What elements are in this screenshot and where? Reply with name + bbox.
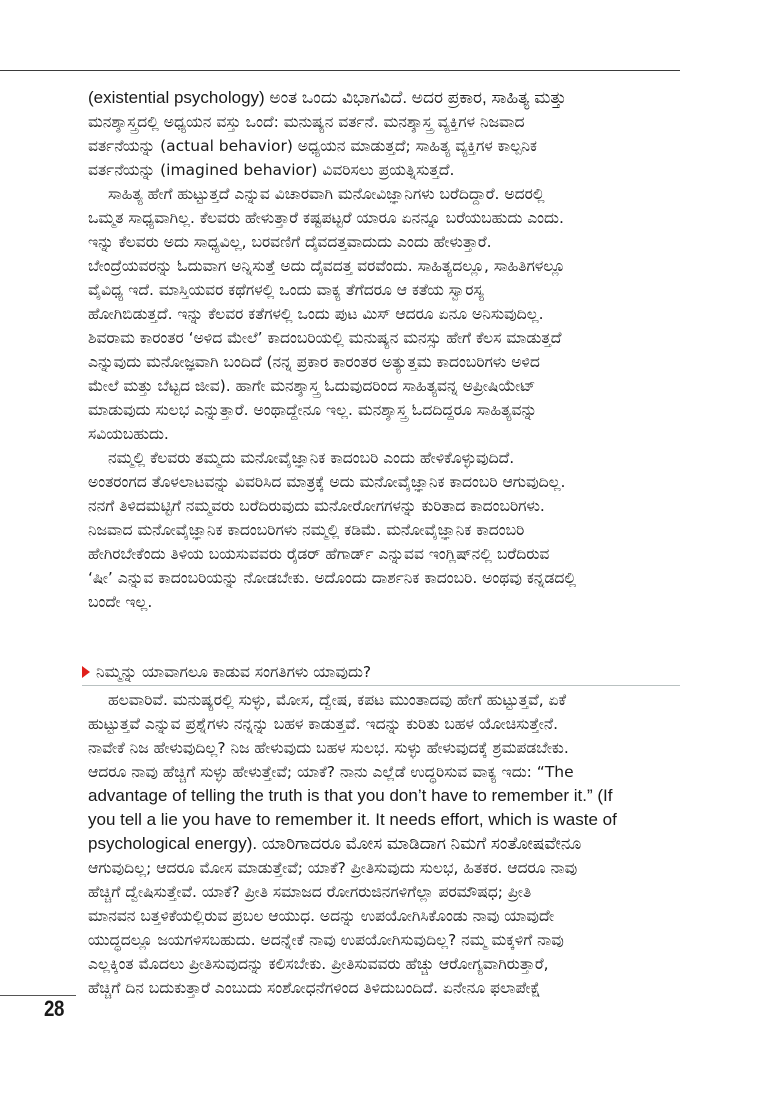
text-line: ಸವಿಯಬಹುದು. (88, 425, 169, 443)
text-line: ಮೇಲೆ ಮತ್ತು ಬೆಟ್ಟದ ಜೀವ). ಹಾಗೇ ಮನಶ್ಶಾಸ್ತ್ರ ಓದುವುದರಿಂದ ಸಾಹಿತ್ಯವನ್ನ ಅಪ್ರೀಷಿಯೇಟ್ (88, 377, 536, 395)
text-line: ಹಲವಾರಿವೆ. ಮನುಷ್ಯರಲ್ಲಿ ಸುಳ್ಳು, ಮೋಸ, ದ್ವೇಷ, ಕಪಟ ಮುಂತಾದವು ಹೇಗೆ ಹುಟ್ಟುತ್ತವೆ, ಏಕೆ (108, 691, 567, 709)
text-line: ಮಾನವನ ಬತ್ತಳಿಕೆಯಲ್ಲಿರುವ ಪ್ರಬಲ ಆಯುಧ. ಅದನ್ನು ಉಪಯೋಗಿಸಿಕೊಂಡು ನಾವು ಯಾವುದೇ (88, 907, 555, 925)
text-line: ಎಲ್ಲಕ್ಕಿಂತ ಮೊದಲು ಪ್ರೀತಿಸುವುದನ್ನು ಕಲಿಸಬೇಕು. ಪ್ರೀತಿಸುವವರು ಹೆಚ್ಚು ಆರೋಗ್ಯವಾಗಿರುತ್ತಾರೆ, (88, 955, 549, 973)
text-line: psychological energy). ಯಾರಿಗಾದರೂ ಮೋಸ ಮಾಡಿದಾಗ ನಿಮಗೆ ಸಂತೋಷವೇನೂ (88, 834, 582, 853)
text-line: ವೈವಿಧ್ಯ ಇದೆ. ಮಾಸ್ತಿಯವರ ಕಥೆಗಳಲ್ಲಿ ಒಂದು ವಾಕ್ಯ ತೆಗೆದರೂ ಆ ಕತೆಯ ಸ್ವಾರಸ್ಯ (88, 281, 484, 299)
text-line: (existential psychology) ಅಂತ ಒಂದು ವಿಭಾಗವಿದೆ. ಅದರ ಪ್ರಕಾರ, ಸಾಹಿತ್ಯ ಮತ್ತು (88, 88, 567, 107)
question-heading (82, 660, 680, 686)
header-rule (0, 70, 680, 71)
text-line: ನಮ್ಮಲ್ಲಿ ಕೆಲವರು ತಮ್ಮದು ಮನೋವೈಜ್ಞಾನಿಕ ಕಾದಂಬರಿ ಎಂದು ಹೇಳಿಕೊಳ್ಳುವುದಿದೆ. (108, 449, 515, 467)
text-line: ಹೆಚ್ಚಿಗೆ ದ್ವೇಷಿಸುತ್ತೇವೆ. ಯಾಕೆ? ಪ್ರೀತಿ ಸಮಾಜದ ರೋಗರುಜಿನಗಳಿಗೆಲ್ಲಾ ಪರಮೌಷಧ; ಪ್ರೀತಿ (88, 883, 532, 901)
text-line: advantage of telling the truth is that you don’t have to remember it.” (If (88, 786, 613, 805)
text-line: ಆದರೂ ನಾವು ಹೆಚ್ಚಿಗೆ ಸುಳ್ಳು ಹೇಳುತ್ತೇವೆ; ಯಾಕೆ? ನಾನು ಎಲ್ಲೆಡೆ ಉದ್ಧರಿಸುವ ವಾಕ್ಯ ಇದು: “The (88, 763, 574, 781)
text-line: ಆಗುವುದಿಲ್ಲ; ಆದರೂ ಮೋಸ ಮಾಡುತ್ತೇವೆ; ಯಾಕೆ? ಪ್ರೀತಿಸುವುದು ಸುಲಭ, ಹಿತಕರ. ಆದರೂ ನಾವು (88, 859, 578, 877)
text-line: ಹೋಗಿಬಿಡುತ್ತದೆ. ಇನ್ನು ಕೆಲವರ ಕತೆಗಳಲ್ಲಿ ಒಂದು ಪುಟ ಮಿಸ್ ಆದರೂ ಏನೂ ಅನಿಸುವುದಿಲ್ಲ. (88, 305, 544, 323)
text-line: ‘ಷೀ’ ಎನ್ನುವ ಕಾದಂಬರಿಯನ್ನು ನೋಡಬೇಕು. ಅದೊಂದು ದಾರ್ಶನಿಕ ಕಾದಂಬರಿ. ಅಂಥವು ಕನ್ನಡದಲ್ಲಿ (88, 569, 577, 587)
text-line: ಮಾಡುವುದು ಸುಲಭ ಎನ್ನುತ್ತಾರೆ. ಅಂಥಾದ್ದೇನೂ ಇಲ್ಲ. ಮನಶ್ಶಾಸ್ತ್ರ ಓದದಿದ್ದರೂ ಸಾಹಿತ್ಯವನ್ನು (88, 401, 538, 419)
text-line: ನಾವೇಕೆ ನಿಜ ಹೇಳುವುದಿಲ್ಲ? ನಿಜ ಹೇಳುವುದು ಬಹಳ ಸುಲಭ. ಸುಳ್ಳು ಹೇಳುವುದಕ್ಕೆ ಶ್ರಮಪಡಬೇಕು. (88, 739, 569, 757)
text-line: ಹೇಗಿರಬೇಕೆಂದು ತಿಳಿಯ ಬಯಸುವವರು ರೈಡರ್ ಹೆಗಾರ್ಡ್ ಎನ್ನುವವ ಇಂಗ್ಲಿಷ್‌ನಲ್ಲಿ ಬರೆದಿರುವ (88, 545, 550, 563)
text-line: ವರ್ತನೆಯನ್ನು (imagined behavior) ವಿವರಿಸಲು ಪ್ರಯತ್ನಿಸುತ್ತದೆ. (88, 161, 455, 179)
text-line: you tell a lie you have to remember it. It needs effort, which is waste of (88, 810, 617, 829)
page-number: 28 (44, 996, 64, 1021)
text-line: ಬಂದೇ ಇಲ್ಲ. (88, 593, 153, 611)
text-line: ಇನ್ನು ಕೆಲವರು ಅದು ಸಾಧ್ಯವಿಲ್ಲ, ಬರವಣಿಗೆ ದೈವದತ್ತವಾದುದು ಎಂದು ಹೇಳುತ್ತಾರೆ. (88, 233, 492, 251)
text-line: ಒಮ್ಮತ ಸಾಧ್ಯವಾಗಿಲ್ಲ. ಕೆಲವರು ಹೇಳುತ್ತಾರೆ ಕಷ್ಟಪಟ್ಟರೆ ಯಾರೂ ಏನನ್ನೂ ಬರೆಯಬಹುದು ಎಂದು. (88, 209, 564, 227)
text-line: ಶಿವರಾಮ ಕಾರಂತರ ‘ಅಳಿದ ಮೇಲೆ’ ಕಾದಂಬರಿಯಲ್ಲಿ ಮನುಷ್ಯನ ಮನಸ್ಸು ಹೇಗೆ ಕೆಲಸ ಮಾಡುತ್ತದೆ (88, 329, 562, 347)
footer-rule (0, 995, 76, 996)
text-line: ಎನ್ನುವುದು ಮನೋಜ್ಞವಾಗಿ ಬಂದಿದೆ (ನನ್ನ ಪ್ರಕಾರ ಕಾರಂತರ ಅತ್ಯುತ್ತಮ ಕಾದಂಬರಿಗಳು ಅಳಿದ (88, 353, 540, 371)
text-line: ಹೆಚ್ಚಿಗೆ ದಿನ ಬದುಕುತ್ತಾರೆ ಎಂಬುದು ಸಂಶೋಧನೆಗಳಿಂದ ತಿಳಿದುಬಂದಿದೆ. ಏನೇನೂ ಫಲಾಪೇಕ್ಷೆ (88, 979, 541, 997)
text-line: ವರ್ತನೆಯನ್ನು (actual behavior) ಅಧ್ಯಯನ ಮಾಡುತ್ತದೆ; ಸಾಹಿತ್ಯ ವ್ಯಕ್ತಿಗಳ ಕಾಲ್ಪನಿಕ (88, 137, 537, 155)
text-line: ಮನಶ್ಶಾಸ್ತ್ರದಲ್ಲಿ ಅಧ್ಯಯನ ವಸ್ತು ಒಂದೆ: ಮನುಷ್ಯನ ವರ್ತನೆ. ಮನಶ್ಶಾಸ್ತ್ರ ವ್ಯಕ್ತಿಗಳ ನಿಜವಾದ (88, 113, 525, 131)
text-line: ಸಾಹಿತ್ಯ ಹೇಗೆ ಹುಟ್ಟುತ್ತದೆ ಎನ್ನುವ ವಿಚಾರವಾಗಿ ಮನೋವಿಜ್ಞಾನಿಗಳು ಬರೆದಿದ್ದಾರೆ. ಅದರಲ್ಲಿ (108, 185, 545, 203)
text-line: ಹುಟ್ಟುತ್ತವೆ ಎನ್ನುವ ಪ್ರಶ್ನೆಗಳು ನನ್ನನ್ನು ಬಹಳ ಕಾಡುತ್ತವೆ. ಇದನ್ನು ಕುರಿತು ಬಹಳ ಯೋಚಿಸುತ್ತೇನೆ. (88, 715, 559, 733)
text-line: ಯುದ್ಧದಲ್ಲೂ ಜಯಗಳಿಸಬಹುದು. ಅದನ್ನೇಕೆ ನಾವು ಉಪಯೋಗಿಸುವುದಿಲ್ಲ? ನಮ್ಮ ಮಕ್ಕಳಿಗೆ ನಾವು (88, 931, 564, 949)
text-line: ನಿಜವಾದ ಮನೋವೈಜ್ಞಾನಿಕ ಕಾದಂಬರಿಗಳು ನಮ್ಮಲ್ಲಿ ಕಡಿಮೆ. ಮನೋವೈಜ್ಞಾನಿಕ ಕಾದಂಬರಿ (88, 521, 525, 539)
body-text-section-2 (88, 688, 680, 1000)
text-line: ಅಂತರಂಗದ ತೊಳಲಾಟವನ್ನು ವಿವರಿಸಿದ ಮಾತ್ರಕ್ಕೆ ಅದು ಮನೋವೈಜ್ಞಾನಿಕ ಕಾದಂಬರಿ ಆಗುವುದಿಲ್ಲ. (88, 473, 566, 491)
triangle-bullet-icon (82, 666, 90, 678)
body-text-section-1 (88, 86, 680, 614)
text-line: ಬೇಂದ್ರೆಯವರನ್ನು ಓದುವಾಗ ಅನ್ನಿಸುತ್ತೆ ಅದು ದೈವದತ್ತ ವರವೆಂದು. ಸಾಹಿತ್ಯದಲ್ಲೂ, ಸಾಹಿತಿಗಳಲ್ಲೂ (88, 257, 566, 275)
question-text: ನಿಮ್ಮನ್ನು ಯಾವಾಗಲೂ ಕಾಡುವ ಸಂಗತಿಗಳು ಯಾವುದು? (96, 663, 372, 681)
text-line: ನನಗೆ ತಿಳಿದಮಟ್ಟಿಗೆ ನಮ್ಮವರು ಬರೆದಿರುವುದು ಮನೋರೋಗಗಳನ್ನು ಕುರಿತಾದ ಕಾದಂಬರಿಗಳು. (88, 497, 545, 515)
